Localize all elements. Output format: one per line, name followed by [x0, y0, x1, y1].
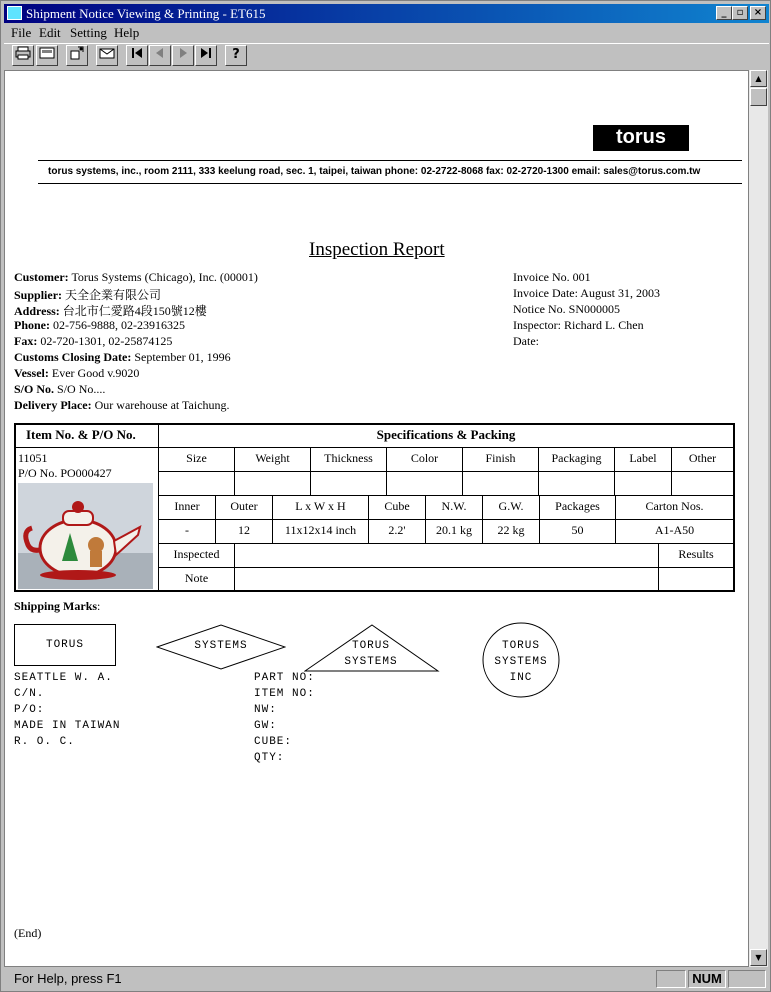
spec-size: Size: [186, 451, 207, 465]
scroll-thumb[interactable]: [750, 88, 767, 106]
results-label: Results: [678, 547, 714, 561]
pack-cube: Cube: [384, 499, 410, 513]
header-specifications: Specifications & Packing: [376, 427, 516, 442]
toolbar: [4, 43, 769, 70]
info-address: Address: 台北市仁愛路4段150號12樓: [14, 304, 207, 318]
mark-right-line: PART NO:: [254, 672, 315, 684]
pack-gw: G.W.: [498, 499, 524, 513]
info-delivery-place: Delivery Place: Our warehouse at Taichung.: [14, 398, 230, 412]
print-preview-icon[interactable]: [36, 45, 58, 66]
mark-left-line: P/O:: [14, 704, 45, 716]
notice-no: Notice No. SN000005: [513, 302, 620, 316]
pack-dimensions-value: 11x12x14 inch: [284, 523, 357, 537]
mark-left-line: C/N.: [14, 688, 45, 700]
pack-nw-value: 20.1 kg: [436, 523, 472, 537]
status-num-indicator: NUM: [688, 970, 726, 988]
mark-right-line: NW:: [254, 704, 277, 716]
document-view: [4, 70, 749, 967]
menu-bar: [4, 24, 769, 42]
vertical-scrollbar[interactable]: [749, 70, 768, 967]
pack-gw-value: 22 kg: [497, 523, 525, 537]
scroll-up-button[interactable]: ▲: [750, 70, 767, 87]
info-so-no: S/O No. S/O No....: [14, 382, 106, 396]
window-title: Shipment Notice Viewing & Printing - ET615: [26, 6, 266, 21]
pack-packages-value: 50: [571, 523, 584, 537]
mark-box: [14, 624, 116, 666]
spec-label: Label: [629, 451, 657, 465]
first-record-icon[interactable]: [126, 45, 148, 66]
menu-setting[interactable]: Setting: [70, 25, 107, 40]
mark-triangle-line2: SYSTEMS: [344, 656, 398, 668]
svg-text:?: ?: [232, 47, 240, 60]
pack-outer-value: 12: [238, 523, 250, 537]
header-item-po: Item No. & P/O No.: [26, 427, 136, 442]
info-customs-closing-date: Customs Closing Date: September 01, 1996: [14, 350, 231, 364]
spec-finish: Finish: [485, 451, 516, 465]
status-bar: [4, 968, 769, 990]
invoice-date: Invoice Date: August 31, 2003: [513, 286, 660, 300]
company-logo: torus: [593, 125, 689, 151]
info-supplier: Supplier: 天全企業有限公司: [14, 288, 162, 302]
mark-right-line: ITEM NO:: [254, 688, 315, 700]
spec-thickness: Thickness: [324, 451, 373, 465]
mark-circle-line2: SYSTEMS: [494, 656, 548, 668]
info-fax: Fax: 02-720-1301, 02-25874125: [14, 334, 173, 348]
pack-dimensions: L x W x H: [295, 499, 346, 513]
mark-box-text: TORUS: [45, 639, 84, 651]
report-title: Inspection Report: [309, 239, 445, 260]
status-pane-scrl: [728, 970, 766, 988]
po-no: P/O No. PO000427: [18, 466, 112, 480]
info-customer: Customer: Torus Systems (Chicago), Inc. (00001): [14, 270, 258, 284]
item-no: 11051: [18, 451, 48, 465]
title-bar[interactable]: [4, 4, 769, 23]
menu-help[interactable]: Help: [114, 25, 140, 40]
invoice-no: Invoice No. 001: [513, 270, 591, 284]
spec-weight: Weight: [255, 451, 290, 465]
pack-carton-nos-value: A1-A50: [654, 523, 695, 537]
close-button[interactable]: ×: [750, 6, 766, 20]
inspected-label: Inspected: [173, 547, 220, 561]
pack-carton-nos: Carton Nos.: [645, 499, 704, 513]
email-icon[interactable]: [96, 45, 118, 66]
pack-outer: Outer: [230, 499, 258, 513]
pack-nw: N.W.: [441, 499, 467, 513]
mark-left-line: MADE IN TAIWAN: [14, 720, 121, 732]
pack-inner: Inner: [174, 499, 200, 513]
mark-circle-line1: TORUS: [501, 640, 540, 652]
inspection-date: Date:: [513, 334, 539, 348]
last-record-icon[interactable]: [195, 45, 217, 66]
mark-triangle-line1: TORUS: [351, 640, 390, 652]
company-address-line: torus systems, inc., room 2111, 333 keelung road, sec. 1, taipei, taiwan phone: 02-2722-8068 fax: 02-2720-1300 email: sales@torus.com.tw: [48, 166, 701, 177]
spec-other: Other: [688, 451, 717, 465]
info-phone: Phone: 02-756-9888, 02-23916325: [14, 318, 185, 332]
prev-record-icon[interactable]: [149, 45, 171, 66]
product-photo: [18, 483, 153, 589]
menu-file[interactable]: File: [11, 25, 32, 40]
header-rule-bottom: [38, 183, 742, 184]
mark-diamond-text: SYSTEMS: [194, 640, 248, 652]
next-record-icon[interactable]: [172, 45, 194, 66]
info-vessel: Vessel: Ever Good v.9020: [14, 366, 140, 380]
menu-edit[interactable]: Edit: [39, 25, 61, 40]
printer-icon[interactable]: [12, 45, 34, 66]
help-icon[interactable]: [225, 45, 247, 66]
status-pane-empty: [656, 970, 686, 988]
spec-color: Color: [410, 451, 439, 465]
pack-cube-value: 2.2': [388, 523, 406, 537]
scroll-down-button[interactable]: ▼: [750, 949, 767, 966]
end-marker: (End): [14, 926, 42, 940]
header-rule-top: [38, 160, 742, 161]
status-help-text: For Help, press F1: [14, 971, 122, 986]
inspector: Inspector: Richard L. Chen: [513, 318, 644, 332]
mark-right-line: QTY:: [254, 752, 285, 764]
minimize-button[interactable]: _: [716, 6, 732, 20]
spec-packaging: Packaging: [551, 451, 602, 465]
pack-inner-value: -: [185, 523, 189, 537]
pack-packages: Packages: [555, 499, 600, 513]
restore-button[interactable]: ▫: [732, 6, 748, 20]
setup-icon[interactable]: [66, 45, 88, 66]
shipping-marks-label: Shipping Marks:: [14, 599, 101, 613]
mark-circle-line3: INC: [509, 672, 533, 684]
mark-left-line: SEATTLE W. A.: [14, 672, 113, 684]
app-icon[interactable]: [7, 6, 22, 20]
mark-left-line: R. O. C.: [14, 736, 75, 748]
note-label: Note: [184, 571, 209, 585]
mark-right-line: GW:: [254, 720, 277, 732]
mark-right-line: CUBE:: [254, 736, 293, 748]
